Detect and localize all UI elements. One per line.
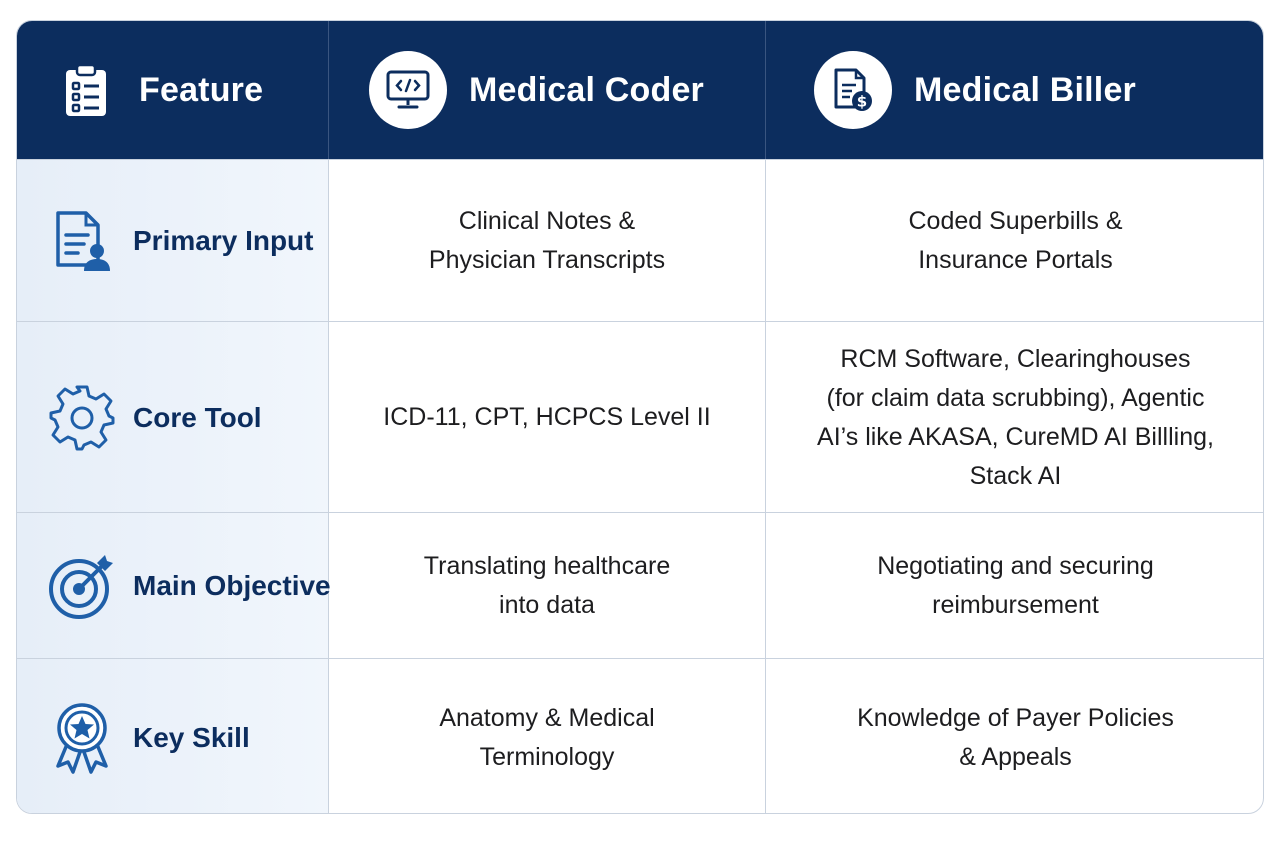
feature-label: Key Skill (133, 721, 250, 753)
header-medical-biller-label: Medical Biller (914, 70, 1136, 109)
table-row (17, 512, 1264, 659)
biller-text-line: Negotiating and securing (877, 552, 1154, 580)
coder-cell (329, 160, 766, 322)
gear-icon (47, 383, 117, 453)
coder-text-line: ICD-11, CPT, HCPCS Level II (383, 403, 711, 431)
coder-text-line: into data (499, 591, 595, 619)
table-row (17, 159, 1264, 322)
feature-cell (17, 513, 329, 659)
coder-cell (329, 322, 766, 513)
feature-label: Main Objective (133, 570, 331, 601)
table-header (17, 21, 1264, 159)
biller-cell (766, 659, 1264, 814)
clipboard-list-icon (63, 62, 111, 118)
biller-text-line: Knowledge of Payer Policies (857, 703, 1174, 732)
biller-text-line: reimbursement (932, 591, 1099, 619)
coder-text-line: Physician Transcripts (428, 246, 666, 274)
coder-text-line: Anatomy & Medical (439, 703, 655, 732)
monitor-code-icon (369, 51, 447, 129)
table-row (17, 321, 1264, 513)
feature-cell (17, 160, 329, 322)
biller-text-line: & Appeals (959, 742, 1072, 771)
biller-cell (766, 160, 1264, 322)
award-ribbon-icon (47, 703, 117, 773)
header-medical-biller (766, 21, 1264, 159)
svg-text:$: $ (856, 92, 868, 111)
header-medical-coder-label: Medical Coder (469, 70, 704, 109)
coder-cell (329, 513, 766, 659)
header-feature (17, 21, 329, 159)
biller-cell (766, 322, 1264, 513)
invoice-dollar-icon (814, 51, 892, 129)
table-row (17, 658, 1264, 814)
feature-cell (17, 322, 329, 513)
coder-cell (329, 659, 766, 814)
biller-text-line: Insurance Portals (918, 246, 1113, 274)
coder-text-line: Translating healthcare (423, 552, 671, 580)
biller-text-line: (for claim data scrubbing), Agentic (826, 383, 1205, 412)
feature-cell (17, 659, 329, 814)
biller-text-line: Stack AI (969, 461, 1062, 490)
header-feature-label: Feature (139, 70, 264, 109)
coder-text-line: Terminology (479, 742, 615, 771)
biller-text-line: Coded Superbills & (908, 207, 1123, 235)
comparison-table (16, 20, 1264, 814)
document-user-icon (47, 206, 117, 276)
coder-text-line: Clinical Notes & (458, 207, 636, 235)
feature-label: Primary Input (133, 225, 314, 256)
target-icon (47, 551, 117, 621)
biller-text-line: AI’s like AKASA, CureMD AI Billling, (817, 422, 1214, 451)
biller-cell (766, 513, 1264, 659)
biller-text-line: RCM Software, Clearinghouses (840, 344, 1191, 373)
header-medical-coder (329, 21, 766, 159)
feature-label: Core Tool (133, 401, 262, 433)
